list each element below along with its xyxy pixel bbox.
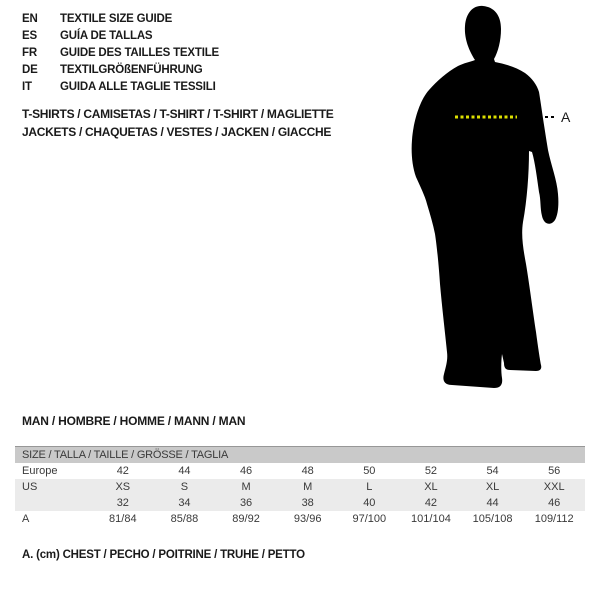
size-cell: 54 xyxy=(486,465,499,477)
language-code: EN xyxy=(22,13,38,25)
language-code: IT xyxy=(22,81,32,93)
garment-categories xyxy=(22,105,334,141)
size-cell: 32 xyxy=(116,497,129,509)
size-cell: M xyxy=(241,481,251,493)
language-label: GUIDE DES TAILLES TEXTILE xyxy=(60,47,219,59)
size-cell: 52 xyxy=(424,465,438,477)
category-jackets: JACKETS / CHAQUETAS / VESTES / JACKEN / GIACCHE xyxy=(22,125,332,139)
language-code: ES xyxy=(22,30,37,42)
language-list xyxy=(22,11,219,96)
size-cell: 46 xyxy=(239,465,253,477)
row-label: Europe xyxy=(22,465,58,477)
size-cell: XXL xyxy=(543,481,565,493)
size-cell: 36 xyxy=(239,497,253,509)
language-row-en xyxy=(22,11,219,28)
language-row-de xyxy=(22,62,219,79)
language-label: GUIDA ALLE TAGLIE TESSILI xyxy=(60,81,216,93)
row-label: A xyxy=(22,513,30,525)
size-cell: XS xyxy=(115,481,131,493)
language-code: DE xyxy=(22,64,38,76)
man-silhouette-figure xyxy=(398,2,578,404)
size-cell: 101/104 xyxy=(411,513,451,525)
size-table xyxy=(15,446,585,527)
size-cell: 89/92 xyxy=(232,513,260,525)
size-cell: 56 xyxy=(548,465,561,477)
size-cell: S xyxy=(180,481,189,493)
size-cell: 34 xyxy=(178,497,191,509)
measurement-footnote: A. (cm) CHEST / PECHO / POITRINE / TRUHE / PETTO xyxy=(22,549,305,561)
size-cell: 109/112 xyxy=(534,513,574,525)
size-cell: 44 xyxy=(486,497,499,509)
size-row-us xyxy=(15,479,585,495)
language-row-es xyxy=(22,28,219,45)
man-silhouette-shape xyxy=(412,6,559,388)
size-cell: 85/88 xyxy=(170,513,199,525)
size-cell: L xyxy=(366,481,373,493)
size-cell: 81/84 xyxy=(109,513,137,525)
size-cell: 93/96 xyxy=(293,513,322,525)
measure-label-a: A xyxy=(561,109,571,125)
size-cell: 38 xyxy=(301,497,314,509)
size-cell: M xyxy=(303,481,313,493)
language-row-it xyxy=(22,79,219,96)
language-label: TEXTILGRÖßENFÜHRUNG xyxy=(60,64,203,76)
man-silhouette-svg xyxy=(398,2,578,404)
size-row-chest-a xyxy=(15,511,585,527)
language-label: GUÍA DE TALLAS xyxy=(60,30,153,42)
language-code: FR xyxy=(22,47,37,59)
row-label: US xyxy=(22,481,38,493)
size-table-header: SIZE / TALLA / TAILLE / GRÖSSE / TAGLIA xyxy=(15,446,585,463)
size-row-us-numeric xyxy=(15,495,585,511)
category-tshirts: T-SHIRTS / CAMISETAS / T-SHIRT / T-SHIRT / MAGLIETTE xyxy=(22,107,334,121)
size-cell: 42 xyxy=(424,497,438,509)
size-cell: 50 xyxy=(363,465,376,477)
size-table-grid xyxy=(15,463,585,527)
size-row-europe xyxy=(15,463,585,479)
size-cell: 44 xyxy=(178,465,191,477)
size-cell: XL xyxy=(424,481,438,493)
language-label: TEXTILE SIZE GUIDE xyxy=(60,13,173,25)
size-cell: 48 xyxy=(301,465,314,477)
language-row-fr xyxy=(22,45,219,62)
size-cell: 40 xyxy=(363,497,376,509)
row-label xyxy=(15,495,92,511)
section-title-man: MAN / HOMBRE / HOMME / MANN / MAN xyxy=(22,414,246,428)
size-cell: 105/108 xyxy=(472,513,513,525)
size-cell: 46 xyxy=(548,497,561,509)
size-cell: 42 xyxy=(116,465,129,477)
size-cell: 97/100 xyxy=(352,513,387,525)
size-cell: XL xyxy=(485,481,500,493)
